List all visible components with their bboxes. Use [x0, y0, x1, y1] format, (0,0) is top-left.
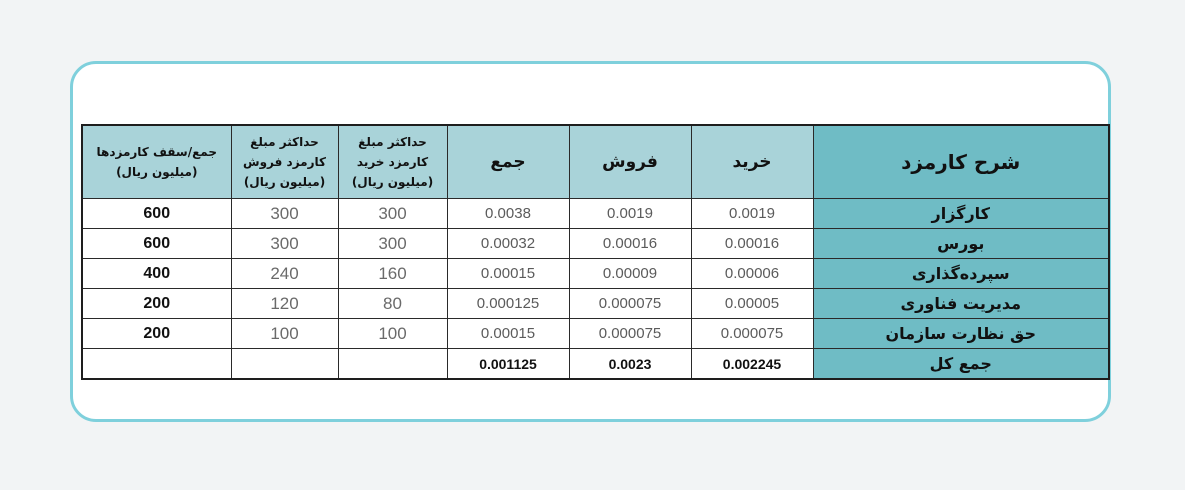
cell-total-cap: 600 — [82, 199, 231, 229]
row-label: بورس — [813, 229, 1109, 259]
total-label: جمع کل — [813, 349, 1109, 380]
cell-sell: 0.00009 — [569, 259, 691, 289]
cell-sell: 0.00016 — [569, 229, 691, 259]
cell-sum: 0.00015 — [447, 319, 569, 349]
header-max-buy: حداکثر مبلغ کارمزد خرید (میلیون ریال) — [338, 125, 447, 199]
cell-sell: 0.0019 — [569, 199, 691, 229]
cell-max-sell: 240 — [231, 259, 338, 289]
cell-total-cap: 200 — [82, 319, 231, 349]
header-row — [82, 125, 1109, 199]
table-row — [82, 289, 1109, 319]
total-sell: 0.0023 — [569, 349, 691, 380]
cell-total-cap: 400 — [82, 259, 231, 289]
cell-max-buy: 160 — [338, 259, 447, 289]
table-row — [82, 199, 1109, 229]
cell-max-buy: 300 — [338, 199, 447, 229]
cell-max-sell: 300 — [231, 199, 338, 229]
total-sum: 0.001125 — [447, 349, 569, 380]
table-card — [70, 61, 1111, 422]
header-description: شرح کارمزد — [813, 125, 1109, 199]
row-label: مدیریت فناوری — [813, 289, 1109, 319]
row-label: کارگزار — [813, 199, 1109, 229]
cell-buy: 0.00005 — [691, 289, 813, 319]
header-max-sell: حداکثر مبلغ کارمزد فروش (میلیون ریال) — [231, 125, 338, 199]
cell-buy: 0.00016 — [691, 229, 813, 259]
cell-sum: 0.000125 — [447, 289, 569, 319]
header-sum: جمع — [447, 125, 569, 199]
cell-sell: 0.000075 — [569, 289, 691, 319]
header-sell: فروش — [569, 125, 691, 199]
cell-total-cap: 600 — [82, 229, 231, 259]
fee-table — [81, 124, 1110, 380]
cell-sum: 0.0038 — [447, 199, 569, 229]
cell-sum: 0.00015 — [447, 259, 569, 289]
cell-max-sell: 100 — [231, 319, 338, 349]
table-row — [82, 259, 1109, 289]
total-cap — [82, 349, 231, 380]
cell-max-sell: 300 — [231, 229, 338, 259]
header-buy: خرید — [691, 125, 813, 199]
cell-buy: 0.00006 — [691, 259, 813, 289]
row-label: حق نظارت سازمان — [813, 319, 1109, 349]
row-label: سپرده‌گذاری — [813, 259, 1109, 289]
total-max-buy — [338, 349, 447, 380]
total-buy: 0.002245 — [691, 349, 813, 380]
table-row — [82, 229, 1109, 259]
cell-buy: 0.000075 — [691, 319, 813, 349]
cell-sum: 0.00032 — [447, 229, 569, 259]
cell-max-buy: 300 — [338, 229, 447, 259]
cell-buy: 0.0019 — [691, 199, 813, 229]
table-row — [82, 319, 1109, 349]
cell-max-buy: 100 — [338, 319, 447, 349]
total-max-sell — [231, 349, 338, 380]
total-row — [82, 349, 1109, 380]
cell-total-cap: 200 — [82, 289, 231, 319]
cell-sell: 0.000075 — [569, 319, 691, 349]
cell-max-buy: 80 — [338, 289, 447, 319]
cell-max-sell: 120 — [231, 289, 338, 319]
header-total-cap: جمع/سقف کارمزدها (میلیون ریال) — [82, 125, 231, 199]
